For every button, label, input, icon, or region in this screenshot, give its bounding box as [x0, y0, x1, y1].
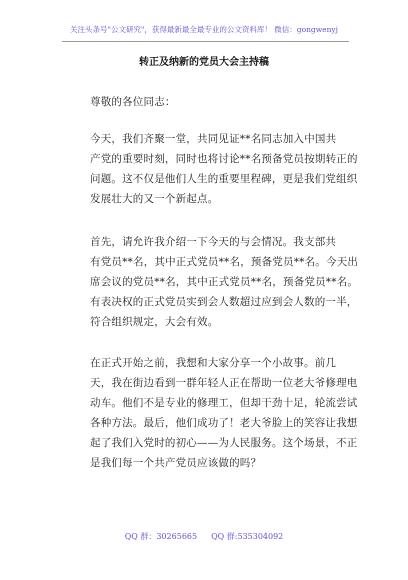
paragraph-line: 问题。这不仅是他们人生的重要里程碑，更是我们党组织 — [90, 173, 358, 185]
paragraph-line: 在正式开始之前，我想和大家分享一个小故事。前几 — [90, 357, 337, 369]
paragraph-line: 是我们每一个共产党员应该做的吗？ — [90, 457, 262, 469]
document-title: 转正及纳新的党员大会主持稿 — [139, 57, 269, 68]
paragraph-3 — [90, 353, 358, 473]
paragraph-line: 天，我在街边看到一群年轻人正在帮助一位老大爷修理电 — [90, 377, 358, 389]
footer-qq-groups — [0, 531, 408, 543]
footer-qq-group-2: QQ 群:535304092 — [211, 532, 284, 541]
paragraph-line: 有党员**名，其中正式党员**名，预备党员**名。今天出 — [90, 256, 359, 268]
paragraph-line: 起了我们入党时的初心——为人民服务。这个场景，不正 — [90, 437, 358, 449]
salutation-line: 尊敬的各位同志： — [90, 96, 176, 108]
paragraph-1 — [90, 129, 358, 209]
paragraph-line: 有表决权的正式党员实到会人数超过应到会人数的一半， — [90, 296, 358, 308]
paragraph-line: 各种方法。最后，他们成功了！老大爷脸上的笑容让我想 — [90, 417, 358, 429]
footer-qq-group-1: QQ 群：30265665 — [124, 532, 198, 541]
paragraph-line: 今天，我们齐聚一堂，共同见证**名同志加入中国共 — [90, 133, 337, 145]
paragraph-2 — [90, 232, 359, 332]
paragraph-line: 符合组织规定，大会有效。 — [90, 316, 219, 328]
salutation — [90, 92, 350, 112]
paragraph-line: 席会议的党员**名，其中正式党员**名，预备党员**名。 — [90, 276, 359, 288]
paragraph-line: 产党的重要时刻，同时也将讨论**名预备党员按期转正的 — [90, 153, 358, 165]
paragraph-line: 发展壮大的又一个新起点。 — [90, 193, 219, 205]
header-divider — [62, 41, 349, 42]
paragraph-line: 动车。他们不是专业的修理工，但却干劲十足，轮流尝试 — [90, 397, 358, 409]
paragraph-line: 首先，请允许我介绍一下今天的与会情况。我支部共 — [90, 236, 337, 248]
header-banner: 关注头条号"公文研究"，获得最新最全最专业的公文资料库！ 微信：gongwenyj — [70, 25, 338, 34]
